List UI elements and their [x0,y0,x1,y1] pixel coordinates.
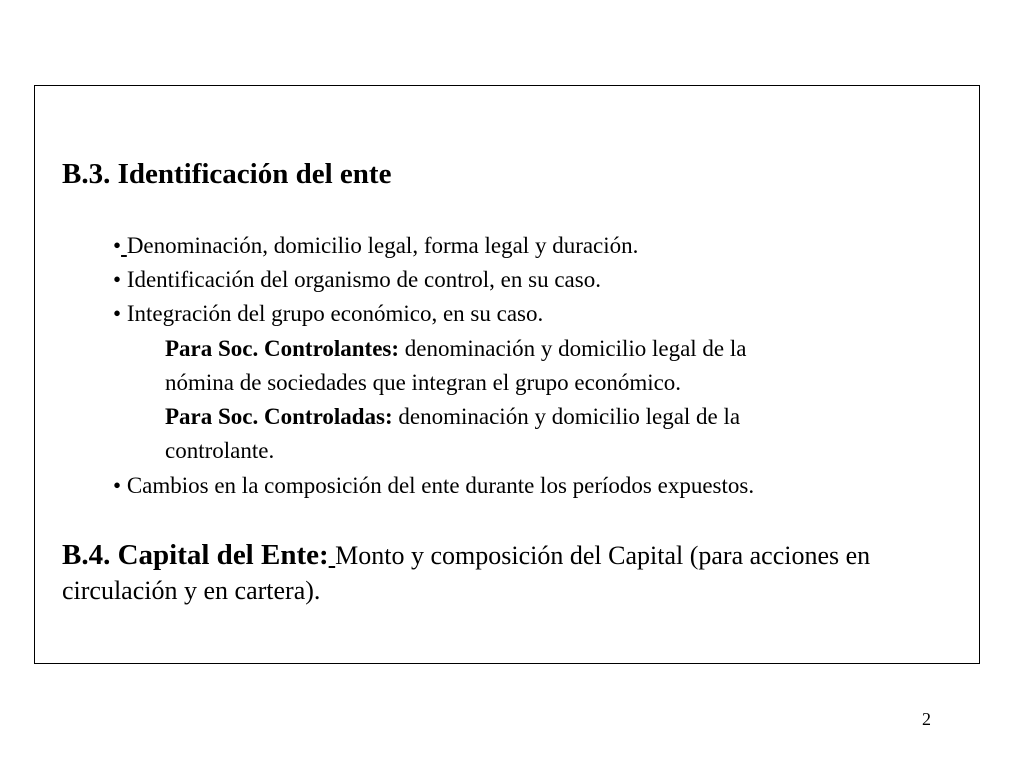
controladas-line-1 [165,403,740,431]
controladas-line-2: controlante. [165,438,275,463]
controlantes-label: Para Soc. Controlantes: [165,336,400,361]
list-item-text: Denominación, domicilio legal, forma legal y duración. [126,233,639,258]
controlantes-line-2: nómina de sociedades que integran el grupo económico. [165,370,682,395]
list-item-text: Integración del grupo económico, en su caso. [126,301,544,326]
section-b3-title: B.3. Identificación del ente [62,158,392,190]
list-item-cambios [113,472,754,500]
list-item-text: Cambios en la composición del ente durante los períodos expuestos. [126,473,755,498]
bullet: • [113,233,122,258]
controlantes-line-1 [165,335,747,363]
section-b4 [62,538,942,608]
list-item-grupo-economico [113,300,543,328]
bullet: • [113,267,122,292]
controladas-text-1: denominación y domicilio legal de la [398,404,741,429]
page-number: 2 [922,709,931,729]
section-b4-title: B.4. Capital del Ente: [62,539,329,571]
controlantes-text-1: denominación y domicilio legal de la [404,336,747,361]
list-item-text: Identificación del organismo de control, en su caso. [126,267,601,292]
section-b4-text: Monto y composición del Capital (para acciones en circulación y en cartera). [62,541,871,605]
list-item-organismo-control [113,266,601,294]
list-item-denominacion [113,232,638,260]
bullet: • [113,473,122,498]
bullet: • [113,301,122,326]
controladas-label: Para Soc. Controladas: [165,404,393,429]
